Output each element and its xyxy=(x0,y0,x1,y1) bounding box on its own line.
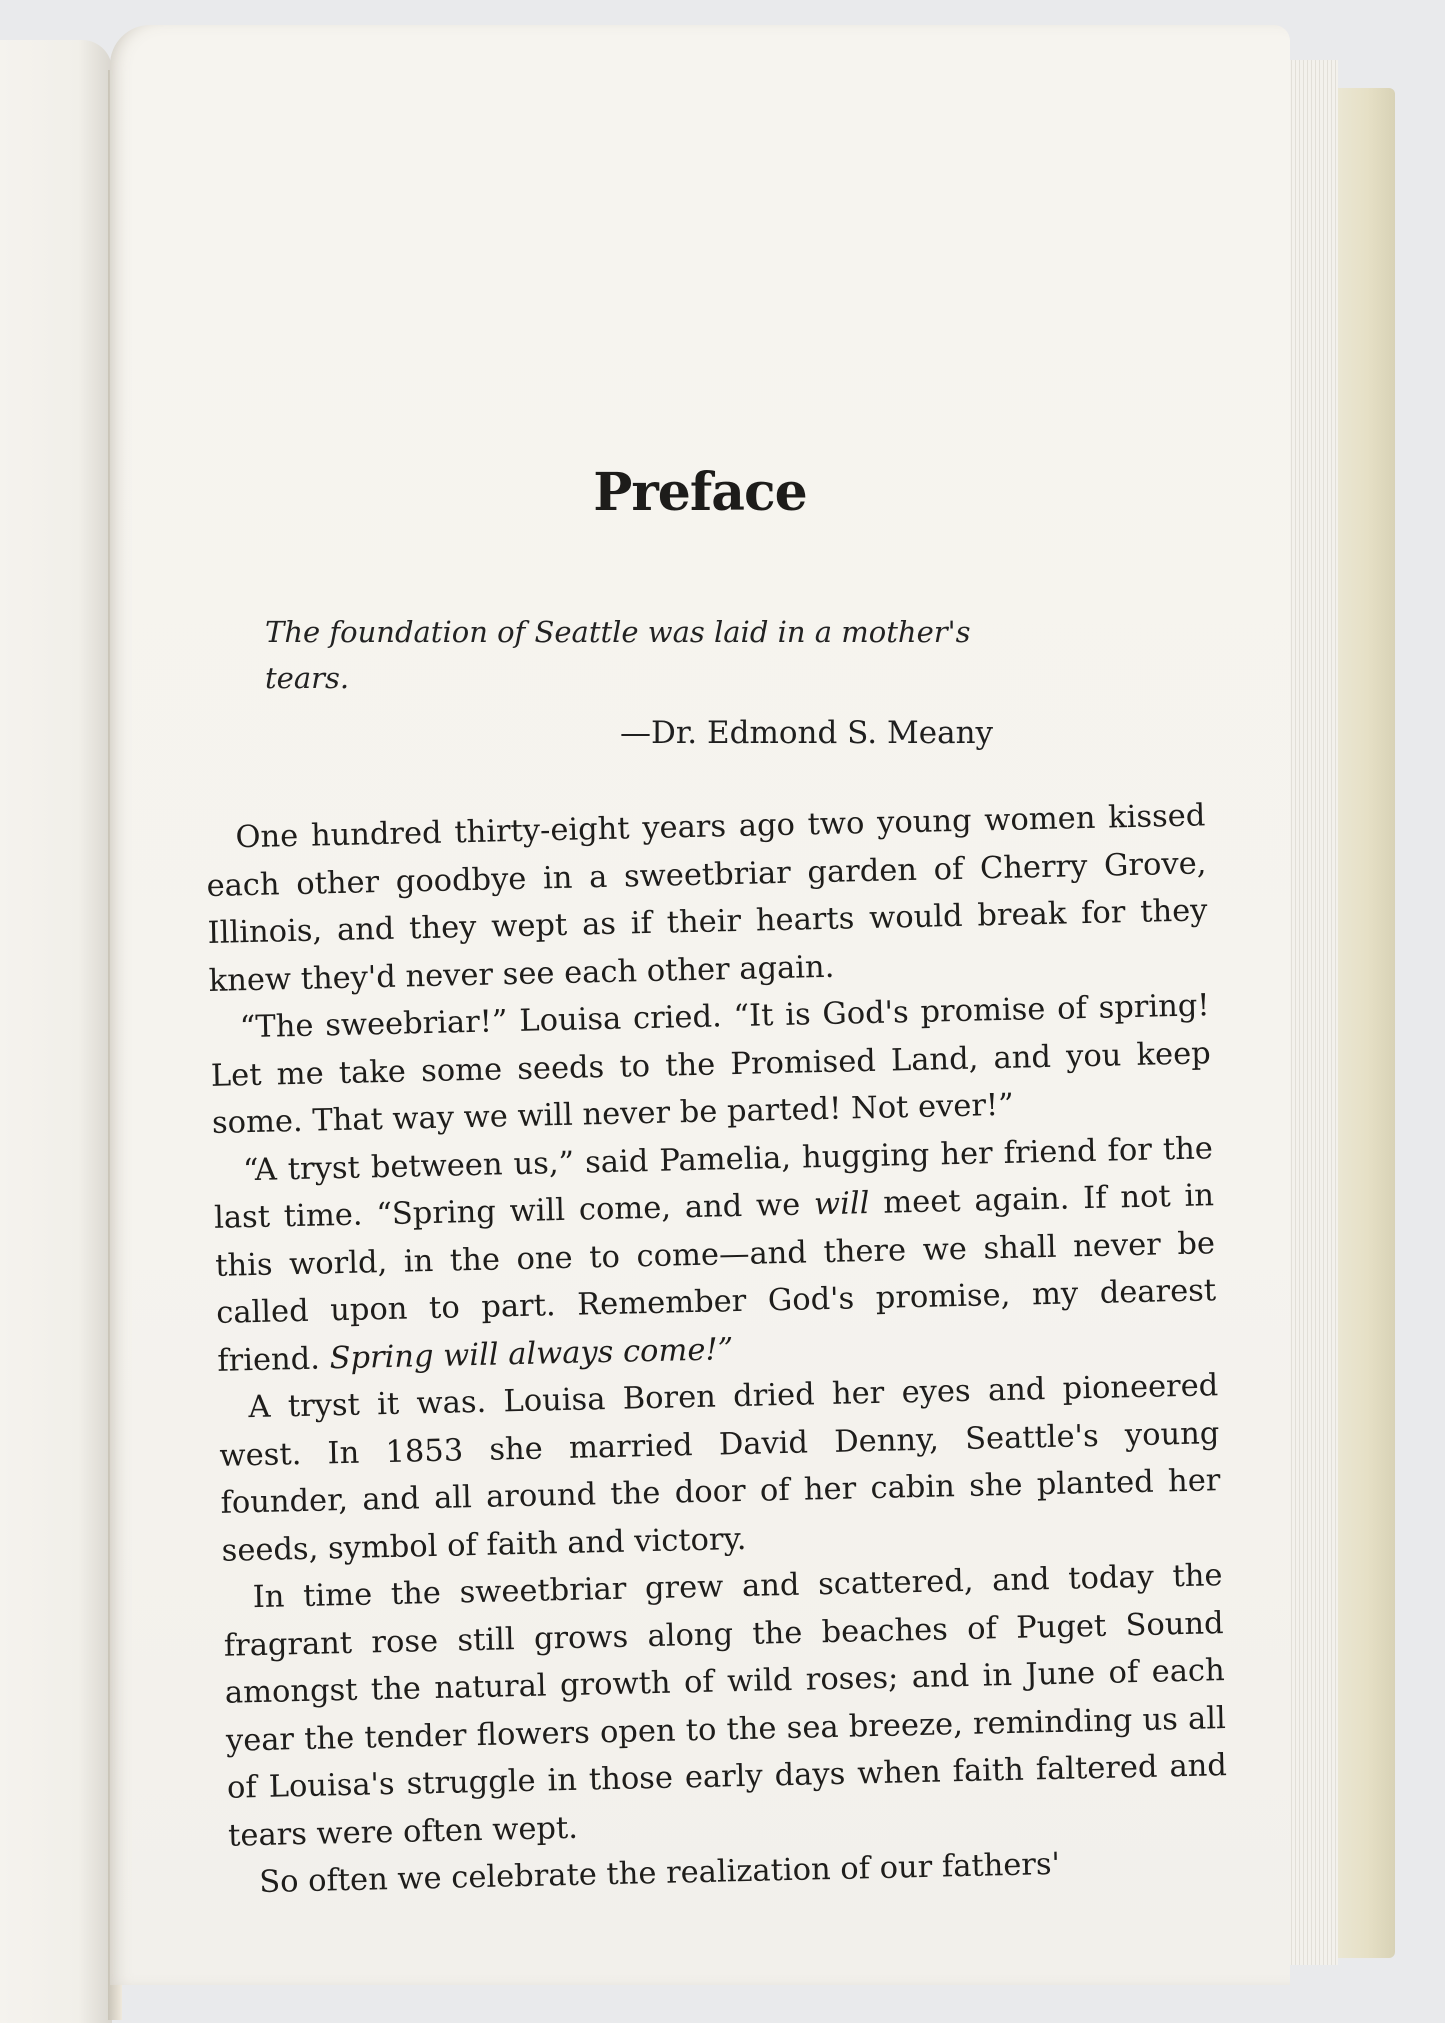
paragraph-5: In time the sweetbriar grew and scattered, and today the fragrant rose still grows along the beaches of Puget Sound amongst the natural growth of wild roses; and in June of each year the tender flowers open to the sea breeze, reminding us all of Louisa's struggle in those early days when faith faltered and tears were often wept. xyxy=(223,1558,1228,1854)
paragraph-3-emphasis-will: will xyxy=(813,1186,870,1223)
epigraph-quote-line2: tears. xyxy=(265,661,350,695)
paragraph-3 xyxy=(213,1125,1218,1385)
paragraph-4: A tryst it was. Louisa Boren dried her eyes and pioneered west. In 1853 she married David Denny, Seattle's young founder, and all around the door of her cabin she planted her seeds, symbol of faith and victory. xyxy=(219,1368,1221,1569)
paragraph-3-emphasis-spring: Spring will always come!” xyxy=(329,1331,734,1376)
paragraph-2: “The sweebriar!” Louisa cried. “It is God's promise of spring! Let me take some seeds to the Promised Land, and you keep some. That way we will never be parted! Not ever!” xyxy=(210,988,1212,1141)
facing-page xyxy=(0,40,112,2023)
page-title: Preface xyxy=(593,462,807,523)
paragraph-3-part2: meet again. If not in this world, in the one to come—and there we shall never be called upon to part. Remember God's promise, my dearest friend. xyxy=(214,1178,1217,1379)
body-text xyxy=(205,792,1230,1907)
paragraph-1: One hundred thirty-eight years ago two young women kissed each other goodbye in a sweetbriar garden of Cherry Grove, Illinois, and they wept as if their hearts would break for they knew they'd never see each other again. xyxy=(206,798,1208,999)
epigraph-quote-line1: The foundation of Seattle was laid in a mother's xyxy=(265,615,971,649)
book-page xyxy=(110,25,1290,1985)
epigraph-attribution: —Dr. Edmond S. Meany xyxy=(620,715,994,751)
paragraph-3-part1: “A tryst between us,” said Pamelia, hugging her friend for the last time. “Spring will come, and we xyxy=(213,1130,1214,1236)
paragraph-6: So often we celebrate the realization of our fathers' xyxy=(258,1846,1061,1901)
